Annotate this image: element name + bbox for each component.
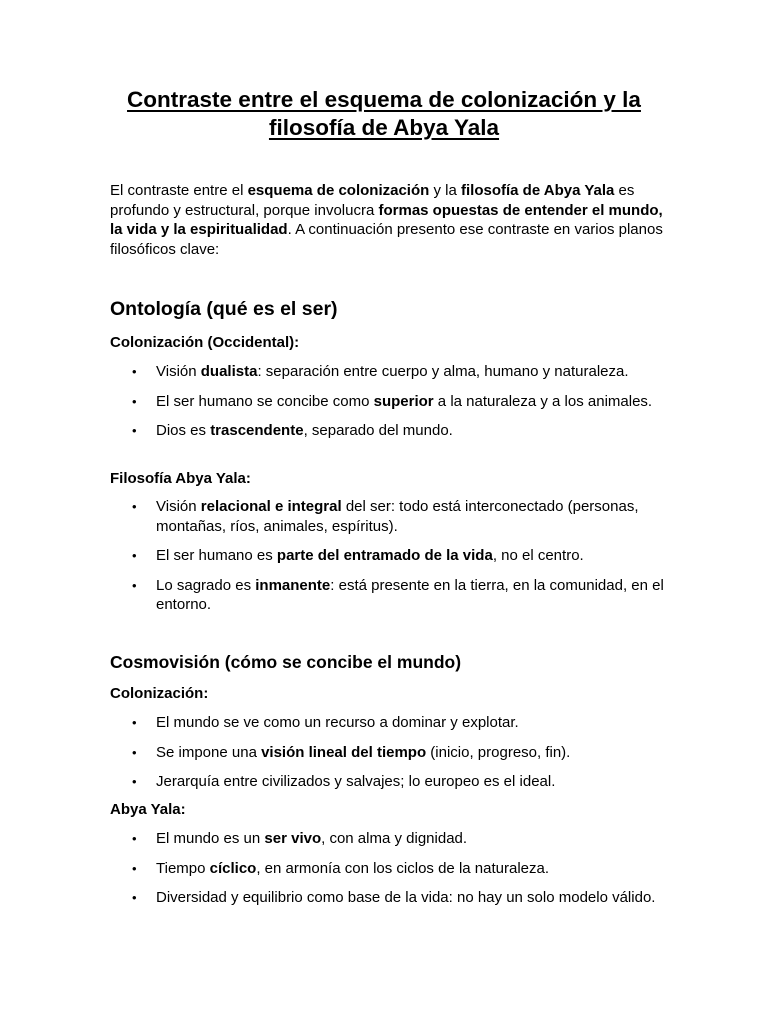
subheading-colonizacion: Colonización: (110, 685, 209, 702)
bullet-icon: • (132, 577, 137, 593)
subheading-filosofia-abya-yala: Filosofía Abya Yala: (110, 470, 251, 487)
section-heading-cosmovision: Cosmovisión (cómo se concibe el mundo) (110, 652, 462, 672)
list-item: • Se impone una visión lineal del tiempo (inicio, progreso, fin). (132, 743, 571, 761)
bullet-icon: • (132, 890, 137, 905)
list-cosmovision-abya-yala (110, 829, 670, 908)
document-title: Contraste entre el esquema de colonización y la filosofía de Abya Yala (127, 87, 641, 140)
intro-text-2: y la (429, 182, 461, 199)
intro-paragraph (110, 181, 670, 260)
list-item: • El mundo es un ser vivo, con alma y dignidad. (132, 830, 468, 847)
list-item: • El mundo se ve como un recurso a dominar y explotar. (132, 714, 519, 731)
bullet-icon: • (132, 774, 137, 789)
list-ontologia-abya-yala (110, 497, 670, 615)
list-item: • Dios es trascendente, separado del mundo. (132, 422, 453, 439)
list-item: • Lo sagrado es inmanente: está presente en la tierra, en la comunidad, en el entorno. (132, 576, 664, 613)
subheading-abya-yala: Abya Yala: (110, 801, 186, 818)
intro-bold-1: esquema de colonización (247, 182, 430, 199)
bullet-icon: • (132, 548, 137, 563)
list-item: • El ser humano se concibe como superior a la naturaleza y a los animales. (132, 392, 653, 410)
intro-bold-2: filosofía de Abya Yala (460, 182, 615, 199)
intro-bold-3: formas opuestas de entender el mundo, la vida y la espiritualidad (110, 201, 663, 239)
intro-text-4: . A continuación presento ese contraste en varios planos filosóficos clave: (110, 221, 663, 259)
section-heading-ontologia: Ontología (qué es el ser) (110, 298, 338, 320)
list-item: • El ser humano es parte del entramado de la vida, no el centro. (132, 547, 584, 564)
bullet-icon: • (132, 364, 137, 379)
intro-text-1: El contraste entre el (110, 182, 248, 199)
list-item: • Visión dualista: separación entre cuerpo y alma, humano y naturaleza. (132, 363, 629, 380)
list-item: • Tiempo cíclico, en armonía con los ciclos de la naturaleza. (132, 859, 550, 877)
bullet-icon: • (132, 744, 137, 760)
bullet-icon: • (132, 715, 137, 730)
list-ontologia-colonizacion (110, 362, 670, 441)
list-cosmovision-colonizacion (110, 713, 670, 792)
list-item: • Jerarquía entre civilizados y salvajes; lo europeo es el ideal. (132, 773, 556, 790)
list-item: • Diversidad y equilibrio como base de la vida: no hay un solo modelo válido. (132, 889, 656, 906)
bullet-icon: • (132, 831, 137, 846)
list-item: • Visión relacional e integral del ser: todo está interconectado (personas, montañas, ríos, animales, espíritus). (132, 498, 639, 535)
bullet-icon: • (132, 860, 137, 876)
intro-text-3: es profundo y estructural, porque involucra (110, 182, 635, 219)
bullet-icon: • (132, 393, 137, 409)
bullet-icon: • (132, 499, 137, 514)
subheading-colonizacion-occidental: Colonización (Occidental): (110, 334, 300, 351)
bullet-icon: • (132, 423, 137, 438)
